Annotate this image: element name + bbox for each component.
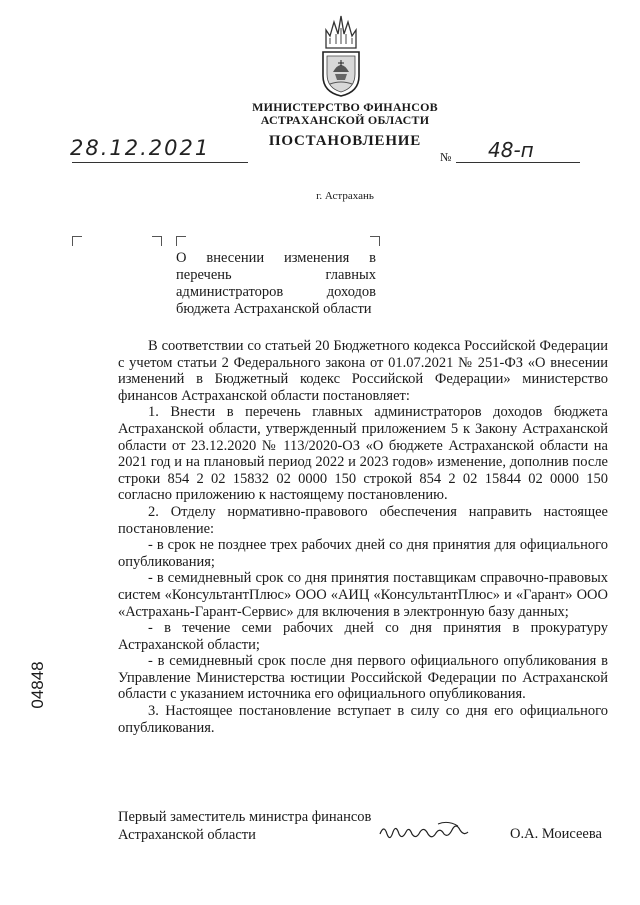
- clause-1-paragraph: 1. Внести в перечень главных администраторов доходов бюджета Астраханской области, утвержденный приложением 5 к Закону Астраханской области от 23.12.2020 № 113/2020-ОЗ «О бюджете Астраханской области на 2021 год и на плановый период 2022 и 2023 годов» изменение, дополнив после строки 854 2 02 15832 02 0000 150 строкой 854 2 02 15844 02 0000 150 согласно приложению к настоящему постановлению.: [118, 404, 608, 504]
- bracket-corner-left: [72, 236, 82, 246]
- coat-of-arms-emblem: [318, 14, 364, 98]
- document-subject: О внесении изменения в перечень главных администраторов доходов бюджета Астраханской области: [176, 250, 376, 317]
- city-label: г. Астрахань: [316, 190, 374, 202]
- signer-title-line-2: Астраханской области: [118, 827, 256, 843]
- number-underline: [456, 162, 580, 163]
- date-underline: [72, 162, 248, 163]
- document-number: 48-п: [488, 138, 534, 162]
- bracket-corner-right: [370, 236, 380, 246]
- clause-2-item-4: - в семидневный срок после дня первого официального опубликования в Управление Министерства юстиции Российской Федерации по Астраханской области с указанием источника его официального опубликования.: [118, 653, 608, 703]
- signer-title-line-1: Первый заместитель министра финансов: [118, 809, 372, 825]
- clause-2-item-3: - в течение семи рабочих дней со дня принятия в прокуратуру Астраханской области;: [118, 620, 608, 653]
- signer-title: [118, 808, 371, 844]
- ministry-line-1: МИНИСТЕРСТВО ФИНАНСОВ: [252, 100, 438, 114]
- clause-2-item-1: - в срок не позднее трех рабочих дней со дня принятия для официального опубликования;: [118, 537, 608, 570]
- preamble-paragraph: В соответствии со статьей 20 Бюджетного кодекса Российской Федерации с учетом статьи 2 Федерального закона от 01.07.2021 № 251-ФЗ «О внесении изменений в Бюджетный кодекс Российской Федерации» министерство финансов Астраханской области постановляет:: [118, 338, 608, 404]
- document-date: 28.12.2021: [70, 136, 211, 160]
- number-sign: №: [440, 150, 452, 164]
- bracket-corner-mid-right: [152, 236, 162, 246]
- document-type-title: ПОСТАНОВЛЕНИЕ: [268, 133, 422, 149]
- ministry-line-2: АСТРАХАНСКОЙ ОБЛАСТИ: [260, 113, 430, 127]
- document-body: [118, 338, 608, 736]
- clause-3-paragraph: 3. Настоящее постановление вступает в силу со дня его официального опубликования.: [118, 703, 608, 736]
- bracket-corner-mid-left: [176, 236, 186, 246]
- clause-2-paragraph: 2. Отделу нормативно-правового обеспечения направить настоящее постановление:: [118, 503, 608, 537]
- clause-2-item-2: - в семидневный срок со дня принятия поставщикам справочно-правовых систем «КонсультантПлюс» ООО «АИЦ «КонсультантПлюс» и «Гарант» ООО «Астрахань-Гарант-Сервис» для включения в электронную базу данных;: [118, 570, 608, 620]
- ministry-name: [200, 101, 490, 127]
- signer-name: О.А. Моисеева: [510, 826, 602, 842]
- handwritten-signature: [378, 818, 470, 844]
- side-registration-number: 04848: [28, 661, 47, 709]
